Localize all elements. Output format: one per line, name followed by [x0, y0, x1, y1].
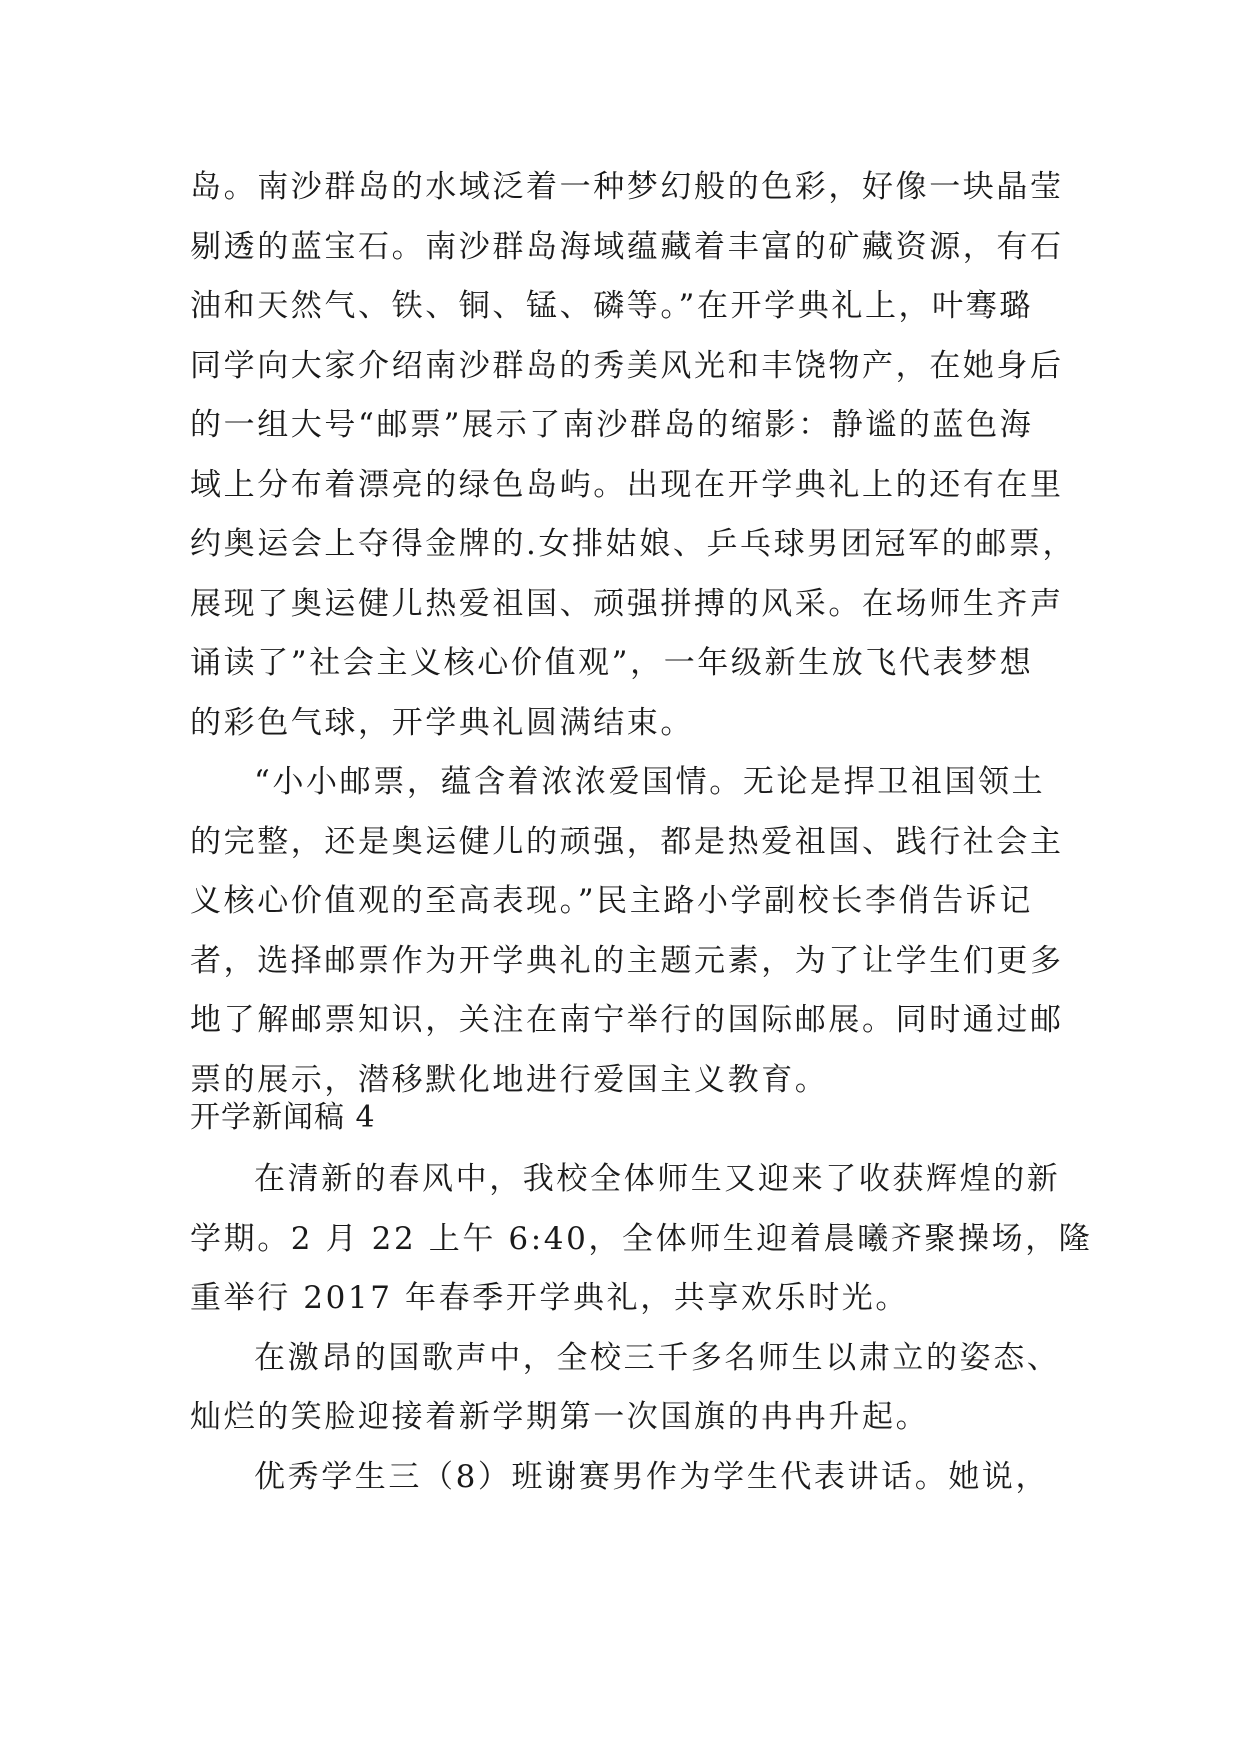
paragraph-line: 灿烂的笑脸迎接着新学期第一次国旗的冉冉升起。	[190, 1399, 930, 1435]
section-heading: 开学新闻稿 4	[190, 1100, 376, 1135]
paragraph-line: 在激昂的国歌声中，全校三千多名师生以肃立的姿态、	[254, 1339, 1061, 1376]
paragraph-line: 在清新的春风中，我校全体师生又迎来了收获辉煌的新	[254, 1161, 1061, 1197]
paragraph-line: 约奥运会上夺得金牌的.女排姑娘、乒乓球男团冠军的邮票，	[190, 526, 1077, 562]
paragraph-line: 的完整，还是奥运健儿的顽强，都是热爱祖国、践行社会主	[190, 823, 1064, 860]
paragraph-line: 义核心价值观的至高表现。”民主路小学副校长李俏告诉记	[190, 883, 1033, 919]
paragraph-line: 油和天然气、铁、铜、锰、磷等。”在开学典礼上，叶骞璐	[190, 288, 1033, 324]
paragraph-line: 岛。南沙群岛的水域泛着一种梦幻般的色彩，好像一块晶莹	[190, 169, 1064, 205]
paragraph-line: 学期。2 月 22 上午 6:40，全体师生迎着晨曦齐聚操场，隆	[190, 1220, 1093, 1257]
paragraph-line: 的一组大号“邮票”展示了南沙群岛的缩影：静谧的蓝色海	[190, 407, 1034, 443]
paragraph-line: 展现了奥运健儿热爱祖国、顽强拼搏的风采。在场师生齐声	[190, 585, 1064, 622]
paragraph-line: 重举行 2017 年春季开学典礼，共享欢乐时光。	[190, 1280, 909, 1316]
paragraph-line: 同学向大家介绍南沙群岛的秀美风光和丰饶物产，在她身后	[190, 347, 1064, 384]
paragraph-line: 诵读了”社会主义核心价值观”，一年级新生放飞代表梦想	[190, 645, 1034, 681]
article-body-section	[190, 1150, 1093, 1507]
paragraph-line: 票的展示，潜移默化地进行爱国主义教育。	[190, 1061, 829, 1098]
paragraph-line: “小小邮票，蕴含着浓浓爱国情。无论是捍卫祖国领土	[254, 764, 1046, 800]
paragraph-line: 剔透的蓝宝石。南沙群岛海域蕴藏着丰富的矿藏资源，有石	[190, 228, 1064, 265]
paragraph-line: 域上分布着漂亮的绿色岛屿。出现在开学典礼上的还有在里	[190, 466, 1064, 503]
paragraph-line: 优秀学生三（8）班谢赛男作为学生代表讲话。她说，	[254, 1458, 1050, 1495]
article-body-section	[190, 158, 1077, 1110]
paragraph-line: 者，选择邮票作为开学典礼的主题元素，为了让学生们更多	[190, 942, 1064, 979]
paragraph-line: 的彩色气球，开学典礼圆满结束。	[190, 704, 694, 741]
paragraph-line: 地了解邮票知识，关注在南宁举行的国际邮展。同时通过邮	[190, 1002, 1064, 1038]
